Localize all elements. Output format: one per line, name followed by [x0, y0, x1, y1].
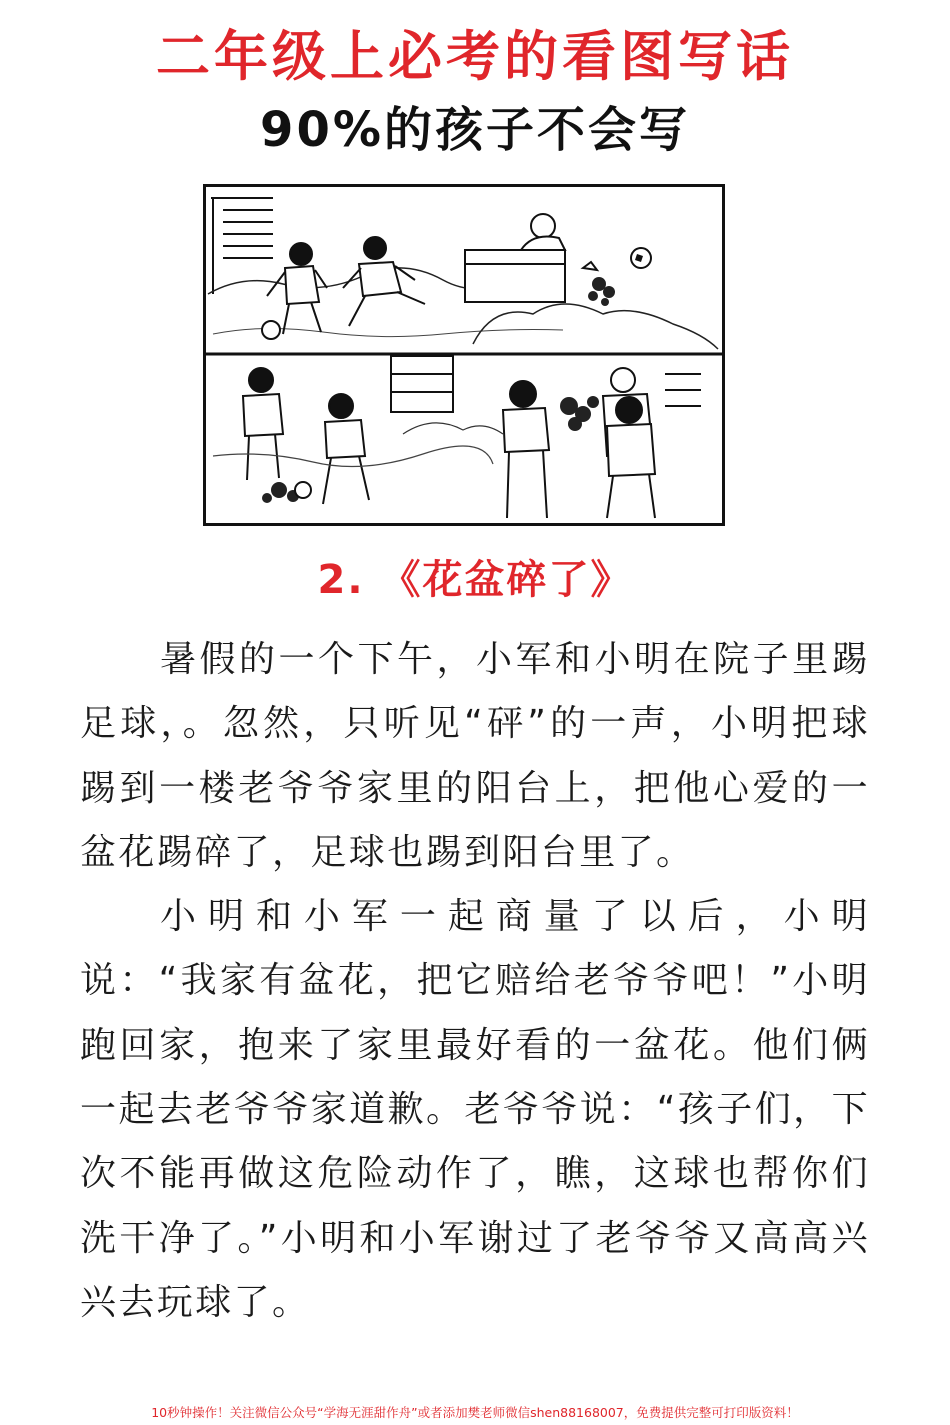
story-paragraph-2: 小明和小军一起商量了以后，小明说：“我家有盆花，把它赔给老爷爷吧！”小明跑回家，抱来了家里最好看的一盆花。他们俩一起去老爷爷家道歉。老爷爷说：“孩子们，下次不能再做这危险动作了，瞧，这球也帮你们洗干净了。”小明和小军谢过了老爷爷又高高兴兴去玩球了。: [80, 896, 870, 1323]
page-title: 二年级上必考的看图写话: [156, 25, 794, 88]
page-subtitle: 90%的孩子不会写: [260, 102, 690, 158]
footer-note: 10秒钟操作！关注微信公众号“学海无涯甜作舟”或者添加樊老师微信shen88168007，免费提供完整可打印版资料！: [151, 1405, 799, 1420]
story-illustration: [203, 184, 725, 526]
story-heading: 2. 《花盆碎了》: [317, 557, 633, 603]
story-paragraph-1: 暑假的一个下午，小军和小明在院子里踢足球，。忽然，只听见“砰”的一声，小明把球踢到一楼老爷爷家里的阳台上，把他心爱的一盆花踢碎了，足球也踢到阳台里了。: [80, 639, 870, 873]
story-body: [80, 628, 870, 1335]
